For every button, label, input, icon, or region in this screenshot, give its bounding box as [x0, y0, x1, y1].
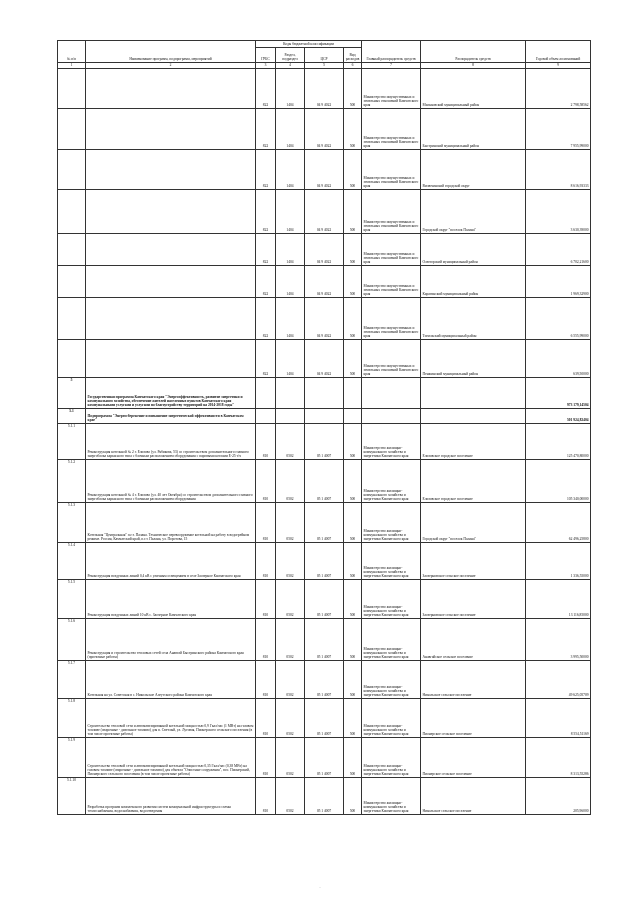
grbs-code: 822	[256, 298, 276, 340]
csr-code: 05 1 4007	[305, 778, 344, 815]
annual-sum: 7 955,99000	[526, 109, 591, 150]
vr-code: 500	[344, 69, 362, 109]
table-row	[58, 409, 591, 424]
row-name	[86, 69, 256, 109]
row-name	[86, 298, 256, 340]
header-name: Наименование программ, подпрограмм, мероприятий	[86, 41, 256, 63]
annual-sum: 1 969,32900	[526, 266, 591, 298]
row-name: Реконструкция воздушных линий 0,4 кВ с уличным освещением в селе Заозерное Камчатского края	[86, 543, 256, 580]
glavny-rasporyaditel: Министерство имущественных и земельных отношений Камчатского края	[362, 150, 421, 190]
csr-code: 05 1 4007	[305, 460, 344, 503]
rasporyaditel: Олюторский муниципальный район	[421, 234, 526, 266]
annual-sum: 8 313,55286	[526, 738, 591, 778]
grbs-code: 810	[256, 424, 276, 460]
table-row	[58, 424, 591, 460]
row-number: 5	[58, 378, 86, 409]
table-row	[58, 109, 591, 150]
row-name: Разработка программ комплексного развития систем коммунальной инфраструктуры и схемы теплоснабжения, водоснабжения, водоотведения	[86, 778, 256, 815]
grbs-code	[256, 409, 276, 424]
table-row	[58, 460, 591, 503]
razdel-code: 1404	[276, 69, 305, 109]
csr-code: 04 9 4022	[305, 150, 344, 190]
row-name: Котельная на ул. Советская в с. Никольское Алеутского района Камчатского края	[86, 661, 256, 699]
annual-sum: 1 336,55000	[526, 543, 591, 580]
column-number: 2	[86, 63, 256, 69]
rasporyaditel	[421, 378, 526, 409]
vr-code: 500	[344, 543, 362, 580]
razdel-code: 1404	[276, 234, 305, 266]
row-number	[58, 266, 86, 298]
header-glavny: Главный распорядитель средств	[362, 41, 421, 63]
row-name	[86, 109, 256, 150]
rasporyaditel: Тигильский муниципальный район	[421, 298, 526, 340]
csr-code: 04 9 4022	[305, 298, 344, 340]
glavny-rasporyaditel: Министерство жилищно-коммунального хозяйства и энергетики Камчатского края	[362, 778, 421, 815]
table-row	[58, 661, 591, 699]
razdel-code: 0502	[276, 699, 305, 738]
grbs-code: 810	[256, 580, 276, 619]
glavny-rasporyaditel: Министерство жилищно-коммунального хозяйства и энергетики Камчатского края	[362, 699, 421, 738]
csr-code: 05 1 4007	[305, 424, 344, 460]
glavny-rasporyaditel: Министерство имущественных и земельных отношений Камчатского края	[362, 266, 421, 298]
csr-code: 05 1 4007	[305, 503, 344, 543]
header-grbs: ГРБС	[256, 48, 276, 63]
row-name: Подпрограмма "Энергосбережение и повышение энергетической эффективности в Камчатском крае"	[86, 409, 256, 424]
rasporyaditel: Городской округ "поселок Палана"	[421, 503, 526, 543]
vr-code: 500	[344, 460, 362, 503]
razdel-code: 0502	[276, 580, 305, 619]
vr-code: 500	[344, 266, 362, 298]
row-name: Реконструкция и строительство тепловых сетей села Анавгай Быстринского района Камчатского края (проектные работы)	[86, 619, 256, 661]
rasporyaditel: Пионерское сельское поселение	[421, 699, 526, 738]
annual-sum: 501 924,82404	[526, 409, 591, 424]
razdel-code: 0502	[276, 778, 305, 815]
rasporyaditel	[421, 409, 526, 424]
razdel-code: 1404	[276, 150, 305, 190]
header-row	[58, 41, 591, 48]
row-number: 5.1.5	[58, 580, 86, 619]
row-number	[58, 340, 86, 378]
glavny-rasporyaditel: Министерство жилищно-коммунального хозяйства и энергетики Камчатского края	[362, 503, 421, 543]
table-row	[58, 503, 591, 543]
row-number: 5.1.4	[58, 543, 86, 580]
annual-sum: 125 470,80000	[526, 424, 591, 460]
grbs-code: 822	[256, 150, 276, 190]
razdel-code: 0502	[276, 738, 305, 778]
csr-code	[305, 378, 344, 409]
glavny-rasporyaditel	[362, 378, 421, 409]
csr-code: 05 1 4007	[305, 543, 344, 580]
razdel-code: 0502	[276, 661, 305, 699]
csr-code: 04 9 4022	[305, 340, 344, 378]
razdel-code: 0502	[276, 543, 305, 580]
grbs-code: 822	[256, 340, 276, 378]
csr-code	[305, 409, 344, 424]
vr-code: 500	[344, 340, 362, 378]
row-number: 5.1.2	[58, 460, 86, 503]
row-name: Котельная "Центральная" п.г.т. Палана. Техническое перевооружение котельной на работу в водогрейном режиме. Россия, Камчатский край, п.г.т. Палана, ул. Поротова, 15	[86, 503, 256, 543]
table-row	[58, 378, 591, 409]
razdel-code: 1404	[276, 190, 305, 234]
annual-sum: 8 616,93333	[526, 150, 591, 190]
row-number	[58, 150, 86, 190]
glavny-rasporyaditel: Министерство жилищно-коммунального хозяйства и энергетики Камчатского края	[362, 424, 421, 460]
glavny-rasporyaditel: Министерство имущественных и земельных отношений Камчатского края	[362, 340, 421, 378]
rasporyaditel: Быстринский муниципальный район	[421, 109, 526, 150]
row-name: Строительство тепловой сети и автоматизированной котельной мощностью 0,9 Гкал/час (1 МВт) на газовом топливе (сварочные - дизельное топливо) для п. Светлый, ул. Луговая, Пионерского сельского поселения (в том числе проектные работы)	[86, 699, 256, 738]
annual-sum: 105 340,00000	[526, 460, 591, 503]
grbs-code: 810	[256, 543, 276, 580]
row-name	[86, 190, 256, 234]
row-number	[58, 69, 86, 109]
rasporyaditel: Карагинский муниципальный район	[421, 266, 526, 298]
vr-code: 500	[344, 298, 362, 340]
razdel-code: 1404	[276, 109, 305, 150]
annual-sum: 49 625,05709	[526, 661, 591, 699]
rasporyaditel: Никольское сельское поселение	[421, 778, 526, 815]
row-number: 5.1	[58, 409, 86, 424]
rasporyaditel: Мильковский муниципальный район	[421, 69, 526, 109]
annual-sum: 3 630,39000	[526, 190, 591, 234]
table-row	[58, 580, 591, 619]
razdel-code: 0502	[276, 619, 305, 661]
rasporyaditel: Никольское сельское поселение	[421, 661, 526, 699]
glavny-rasporyaditel: Министерство имущественных и земельных отношений Камчатского края	[362, 69, 421, 109]
table-row	[58, 298, 591, 340]
csr-code: 05 1 4007	[305, 661, 344, 699]
rasporyaditel: Пионерское сельское поселение	[421, 738, 526, 778]
csr-code: 05 1 4007	[305, 738, 344, 778]
row-number: 5.1.6	[58, 619, 86, 661]
header-sum: Годовой объем ассигнований	[526, 41, 591, 63]
glavny-rasporyaditel: Министерство жилищно-коммунального хозяйства и энергетики Камчатского края	[362, 460, 421, 503]
table-row	[58, 340, 591, 378]
table-row	[58, 738, 591, 778]
grbs-code: 822	[256, 109, 276, 150]
row-name	[86, 234, 256, 266]
csr-code: 05 1 4007	[305, 580, 344, 619]
vr-code: 500	[344, 190, 362, 234]
column-number: 7	[362, 63, 421, 69]
row-number	[58, 190, 86, 234]
row-name: Реконструкция воздушных линий 10 кВ с. Заозерное Камчатского края	[86, 580, 256, 619]
vr-code: 500	[344, 699, 362, 738]
grbs-code: 822	[256, 190, 276, 234]
razdel-code: 1404	[276, 298, 305, 340]
row-number	[58, 109, 86, 150]
grbs-code: 822	[256, 69, 276, 109]
table-row	[58, 619, 591, 661]
vr-code: 500	[344, 661, 362, 699]
header-csr: ЦСР	[305, 48, 344, 63]
column-number: 1	[58, 63, 86, 69]
annual-sum: 6 702,21600	[526, 234, 591, 266]
glavny-rasporyaditel: Министерство жилищно-коммунального хозяйства и энергетики Камчатского края	[362, 661, 421, 699]
row-name: Реконструкция котельной № 2 г. Елизово (ул. Рябикова, 53) со строительством дополнительного главного энергоблока каркасного типа с блочным расположением оборудования с паровыми котлами Е-25 т/ч	[86, 424, 256, 460]
vr-code: 500	[344, 424, 362, 460]
table-row	[58, 150, 591, 190]
vr-code: 500	[344, 150, 362, 190]
vr-code: 500	[344, 778, 362, 815]
grbs-code: 810	[256, 460, 276, 503]
column-number: 9	[526, 63, 591, 69]
table-row	[58, 69, 591, 109]
row-number: 5.1.10	[58, 778, 86, 815]
vr-code: 500	[344, 503, 362, 543]
grbs-code: 810	[256, 738, 276, 778]
glavny-rasporyaditel: Министерство имущественных и земельных отношений Камчатского края	[362, 109, 421, 150]
annual-sum: 205,96000	[526, 778, 591, 815]
grbs-code: 822	[256, 266, 276, 298]
header-codes: Коды бюджетной классификации	[256, 41, 362, 48]
row-number: 5.1.9	[58, 738, 86, 778]
grbs-code: 810	[256, 503, 276, 543]
grbs-code	[256, 378, 276, 409]
glavny-rasporyaditel: Министерство имущественных и земельных отношений Камчатского края	[362, 298, 421, 340]
grbs-code: 810	[256, 661, 276, 699]
rasporyaditel: Анавгайское сельское поселение	[421, 619, 526, 661]
vr-code: 500	[344, 738, 362, 778]
annual-sum: 2 798,58562	[526, 69, 591, 109]
header-no: № п/п	[58, 41, 86, 63]
razdel-code: 1404	[276, 340, 305, 378]
grbs-code: 810	[256, 619, 276, 661]
table-row	[58, 190, 591, 234]
vr-code	[344, 409, 362, 424]
column-number: 8	[421, 63, 526, 69]
header-vr: Вид расходов	[344, 48, 362, 63]
glavny-rasporyaditel: Министерство жилищно-коммунального хозяйства и энергетики Камчатского края	[362, 738, 421, 778]
vr-code: 500	[344, 580, 362, 619]
razdel-code	[276, 409, 305, 424]
table-row	[58, 778, 591, 815]
table-row	[58, 234, 591, 266]
rasporyaditel: Елизовское городское поселение	[421, 424, 526, 460]
glavny-rasporyaditel: Министерство жилищно-коммунального хозяйства и энергетики Камчатского края	[362, 580, 421, 619]
razdel-code: 0502	[276, 503, 305, 543]
razdel-code: 0502	[276, 424, 305, 460]
row-name	[86, 150, 256, 190]
glavny-rasporyaditel: Министерство имущественных и земельных отношений Камчатского края	[362, 234, 421, 266]
grbs-code: 810	[256, 778, 276, 815]
column-number: 4	[276, 63, 305, 69]
vr-code: 500	[344, 234, 362, 266]
row-name	[86, 266, 256, 298]
row-name: Строительство тепловой сети и автоматизированной котельной мощностью 0,35 Гкал/час (0,38 МВт) на газовом топливе (сварочные - дизельное топливо) для объекта "Очистные сооружения", пос. Пионерский, Пионерского сельского поселения (в том числе проектные работы)	[86, 738, 256, 778]
row-number	[58, 298, 86, 340]
razdel-code	[276, 378, 305, 409]
vr-code: 500	[344, 109, 362, 150]
rasporyaditel: Вилючинский городской округ	[421, 150, 526, 190]
rasporyaditel: Пенжинский муниципальный район	[421, 340, 526, 378]
glavny-rasporyaditel: Министерство жилищно-коммунального хозяйства и энергетики Камчатского края	[362, 619, 421, 661]
rasporyaditel: Заозерновское сельское поселение	[421, 543, 526, 580]
row-number: 5.1.7	[58, 661, 86, 699]
table-row	[58, 699, 591, 738]
vr-code: 500	[344, 619, 362, 661]
column-number: 6	[344, 63, 362, 69]
page-footer: .	[319, 884, 321, 889]
csr-code: 04 9 4022	[305, 266, 344, 298]
column-number: 5	[305, 63, 344, 69]
csr-code: 04 9 4022	[305, 109, 344, 150]
budget-table	[57, 40, 591, 815]
razdel-code: 1404	[276, 266, 305, 298]
row-number: 5.1.8	[58, 699, 86, 738]
table-row	[58, 266, 591, 298]
annual-sum: 8 554,51169	[526, 699, 591, 738]
vr-code	[344, 378, 362, 409]
csr-code: 05 1 4007	[305, 619, 344, 661]
row-number: 5.1.3	[58, 503, 86, 543]
row-name	[86, 340, 256, 378]
annual-sum: 13 116,85000	[526, 580, 591, 619]
rasporyaditel: Елизовское городское поселение	[421, 460, 526, 503]
grbs-code: 810	[256, 699, 276, 738]
annual-sum: 3 995,50000	[526, 619, 591, 661]
csr-code: 04 9 4022	[305, 69, 344, 109]
glavny-rasporyaditel	[362, 409, 421, 424]
column-number: 3	[256, 63, 276, 69]
header-rasp: Распорядитель средств	[421, 41, 526, 63]
glavny-rasporyaditel: Министерство имущественных и земельных отношений Камчатского края	[362, 190, 421, 234]
annual-sum: 639,50000	[526, 340, 591, 378]
annual-sum: 62 496,25800	[526, 503, 591, 543]
annual-sum: 6 555,99000	[526, 298, 591, 340]
row-number: 5.1.1	[58, 424, 86, 460]
row-name: Реконструкция котельной № 4 г. Елизово (ул. 40 лет Октября) со строительством дополнительного главного энергоблока каркасного типа с блочным расположением оборудования	[86, 460, 256, 503]
grbs-code: 822	[256, 234, 276, 266]
row-number	[58, 234, 86, 266]
rasporyaditel: Городской округ "поселок Палана"	[421, 190, 526, 234]
row-name: Государственная программа Камчатского края "Энергоэффективность, развитие энергетики и коммунального хозяйства, обеспечение жителей населенных пунктов Камчатского края коммунальными услугами и услугами по благоустройству территорий на 2014-2018 годы"	[86, 378, 256, 409]
annual-sum: 973 179,14504	[526, 378, 591, 409]
razdel-code: 0502	[276, 460, 305, 503]
csr-code: 05 1 4007	[305, 699, 344, 738]
table-row	[58, 543, 591, 580]
csr-code: 04 9 4022	[305, 234, 344, 266]
rasporyaditel: Заозерновское сельское поселение	[421, 580, 526, 619]
glavny-rasporyaditel: Министерство жилищно-коммунального хозяйства и энергетики Камчатского края	[362, 543, 421, 580]
header-razdel: Раздел, подраздел	[276, 48, 305, 63]
csr-code: 04 9 4022	[305, 190, 344, 234]
